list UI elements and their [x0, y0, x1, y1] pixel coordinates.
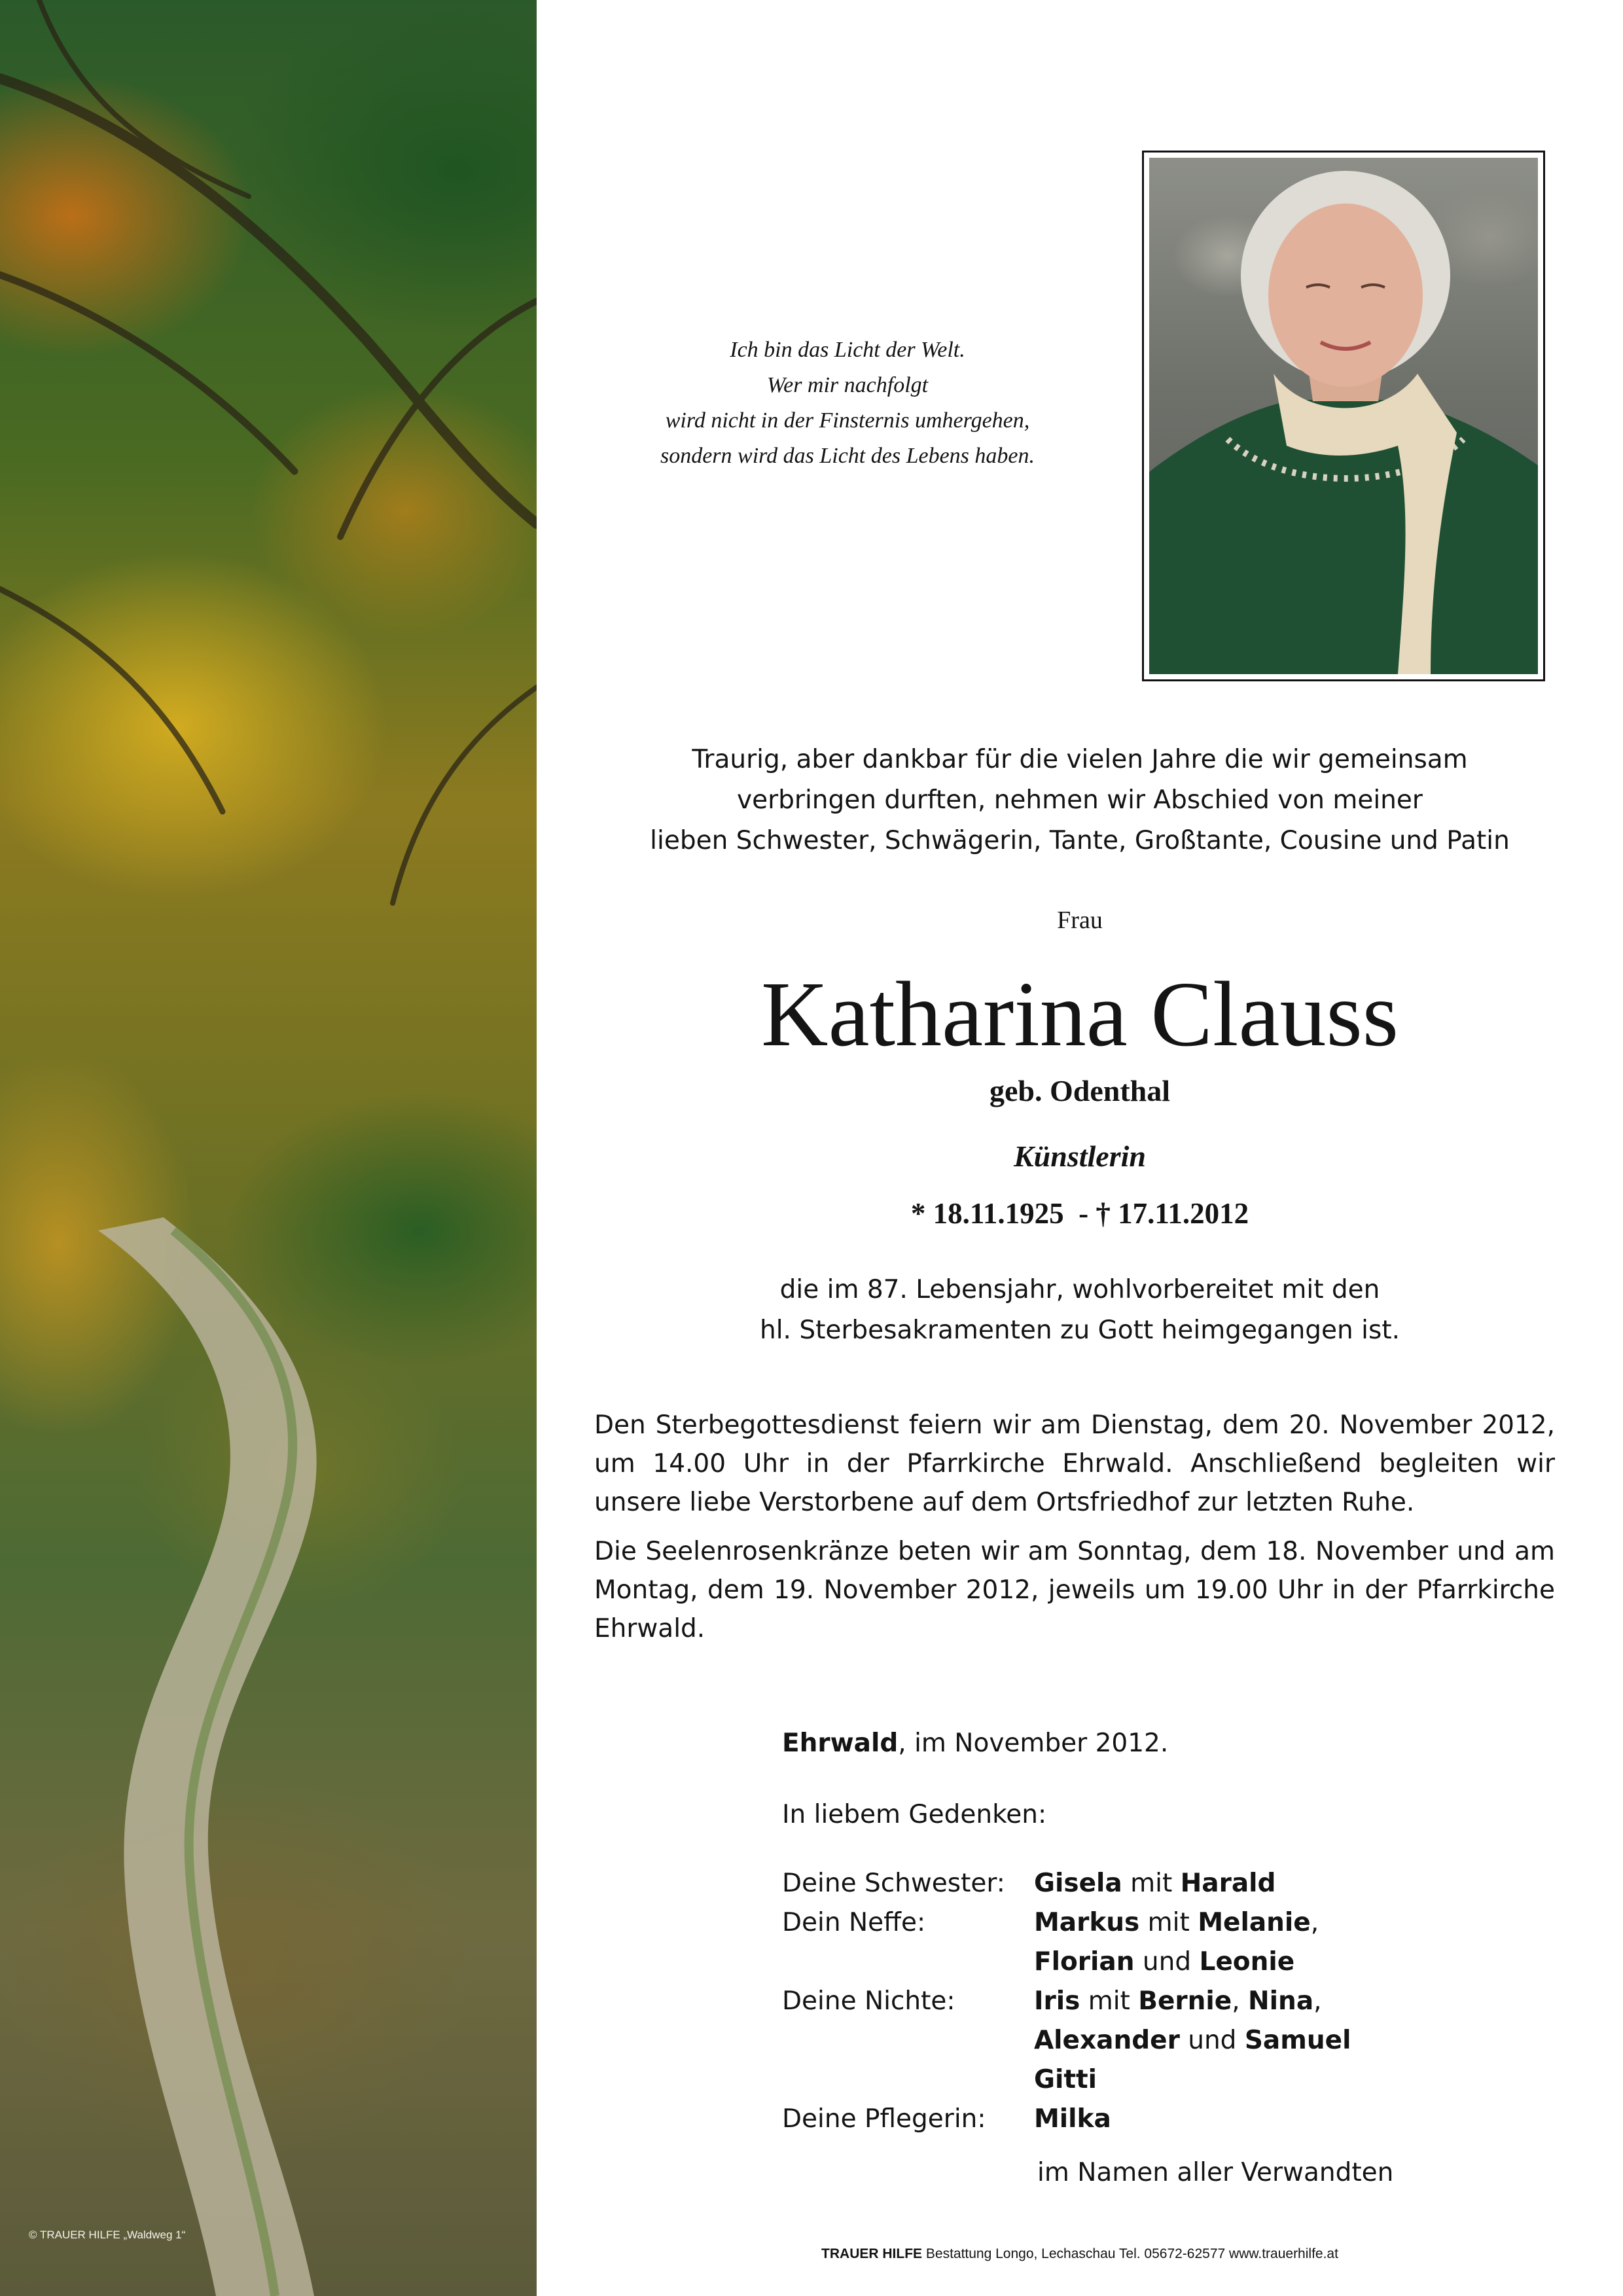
- closing-line: im Namen aller Verwandten: [1037, 2158, 1394, 2187]
- mourner-name: Milka: [1034, 2104, 1111, 2134]
- intro-line: lieben Schwester, Schwägerin, Tante, Großtante, Cousine und Patin: [650, 826, 1510, 855]
- face: [1268, 204, 1423, 387]
- mourner-names: [1034, 1982, 1322, 2021]
- mourner-names: [1034, 1943, 1294, 1982]
- mourner-name: Gisela: [1034, 1869, 1122, 1898]
- mourner-name: Bernie: [1138, 1986, 1232, 2016]
- mourner-connector: ,: [1310, 1908, 1319, 1937]
- quote-line: Ich bin das Licht der Welt.: [730, 338, 965, 362]
- salutation: Frau: [1057, 906, 1103, 934]
- footer-contact: Bestattung Longo, Lechaschau Tel. 05672-62577 www.trauerhilfe.at: [922, 2246, 1338, 2261]
- mourner-connector: ,: [1232, 1986, 1249, 2016]
- rosary-text: Die Seelenrosenkränze beten wir am Sonntag, dem 18. November und am Montag, dem 19. November 2012, jeweils um 19.00 Uhr in der Pfarrkirche Ehrwald.: [594, 1537, 1555, 1643]
- place-date: [782, 1729, 1168, 1758]
- quote-line: wird nicht in der Finsternis umhergehen,: [665, 408, 1030, 433]
- mourner-names: [1034, 2100, 1111, 2139]
- funeral-service-text: Den Sterbegottesdienst feiern wir am Dienstag, dem 20. November 2012, um 14.00 Uhr in der Pfarrkirche Ehrwald. Anschließend begleiten wir unsere liebe Verstorbene auf dem Ortsfriedhof zur letzten Ruhe.: [594, 1410, 1555, 1517]
- mourner-connector: und: [1134, 1947, 1200, 1977]
- photo-credit: © TRAUER HILFE „Waldweg 1“: [29, 2229, 186, 2241]
- portrait-illustration: [1149, 158, 1538, 674]
- mourner-relation: [782, 1943, 1034, 1982]
- mourner-relation: Deine Pflegerin:: [782, 2104, 986, 2134]
- mourner-relation: [782, 2060, 1034, 2100]
- mourner-connector: ,: [1313, 1986, 1322, 2016]
- mourner-name: Samuel: [1244, 2026, 1351, 2055]
- passing-line: hl. Sterbesakramenten zu Gott heimgegangen ist.: [759, 1316, 1400, 1345]
- mourner-name: Gitti: [1034, 2065, 1097, 2094]
- life-dates: * 18.11.1925 - † 17.11.2012: [910, 1197, 1249, 1230]
- mourner-row: [782, 1943, 1567, 1982]
- mourner-row: [782, 1903, 1567, 1943]
- mourner-row: [782, 1982, 1567, 2021]
- mourner-name: Harald: [1180, 1869, 1276, 1898]
- mourner-relation: Deine Nichte:: [782, 1986, 955, 2016]
- portrait-frame: [1142, 151, 1545, 681]
- mourner-name: Alexander: [1034, 2026, 1180, 2055]
- mourner-names: [1034, 1903, 1319, 1943]
- mourner-relation: [782, 2021, 1034, 2060]
- tree-branches: [0, 0, 537, 903]
- mourner-row: [782, 1864, 1567, 1903]
- forest-path-photo: [0, 0, 537, 2296]
- mourner-row: [782, 2100, 1567, 2139]
- forest-path-illustration: [0, 0, 537, 2296]
- intro-text: [576, 740, 1584, 861]
- signature-date: , im November 2012.: [898, 1729, 1169, 1758]
- passing-line: die im 87. Lebensjahr, wohlvorbereitet mit den: [779, 1275, 1380, 1304]
- mourner-connector: mit: [1139, 1908, 1198, 1937]
- quote-line: Wer mir nachfolgt: [766, 373, 929, 397]
- intro-line: verbringen durften, nehmen wir Abschied von meiner: [737, 785, 1423, 815]
- portrait-photo: [1149, 158, 1538, 674]
- intro-line: Traurig, aber dankbar für die vielen Jahre die wir gemeinsam: [692, 745, 1468, 774]
- mourner-row: [782, 2021, 1567, 2060]
- mourner-relation: Deine Schwester:: [782, 1869, 1005, 1898]
- mourner-names: [1034, 1864, 1275, 1903]
- footer-brand: TRAUER HILFE: [821, 2246, 923, 2261]
- bible-quote: [576, 332, 1119, 474]
- quote-line: sondern wird das Licht des Lebens haben.: [660, 444, 1035, 468]
- place-name: Ehrwald: [782, 1729, 899, 1758]
- mourner-relation: Dein Neffe:: [782, 1908, 926, 1937]
- mourner-name: Florian: [1034, 1947, 1135, 1977]
- mourner-name: Iris: [1034, 1986, 1080, 2016]
- mourner-connector: mit: [1122, 1869, 1181, 1898]
- mourners-list: [782, 1864, 1567, 2139]
- mourner-name: Leonie: [1199, 1947, 1295, 1977]
- mourner-names: [1034, 2021, 1351, 2060]
- profession: Künstlerin: [1014, 1139, 1146, 1173]
- service-details: [594, 1406, 1555, 1659]
- mourner-row: [782, 2060, 1567, 2100]
- mourner-names: [1034, 2060, 1097, 2100]
- mourner-connector: und: [1179, 2026, 1245, 2055]
- mourner-name: Nina: [1248, 1986, 1314, 2016]
- mourner-name: Melanie: [1198, 1908, 1311, 1937]
- passing-text: [576, 1270, 1584, 1351]
- maiden-name: geb. Odenthal: [989, 1074, 1171, 1107]
- footer: [576, 2246, 1584, 2262]
- remembrance-line: In liebem Gedenken:: [782, 1800, 1047, 1829]
- mourner-name: Markus: [1034, 1908, 1140, 1937]
- deceased-name: Katharina Clauss: [760, 962, 1399, 1066]
- mourner-connector: mit: [1080, 1986, 1139, 2016]
